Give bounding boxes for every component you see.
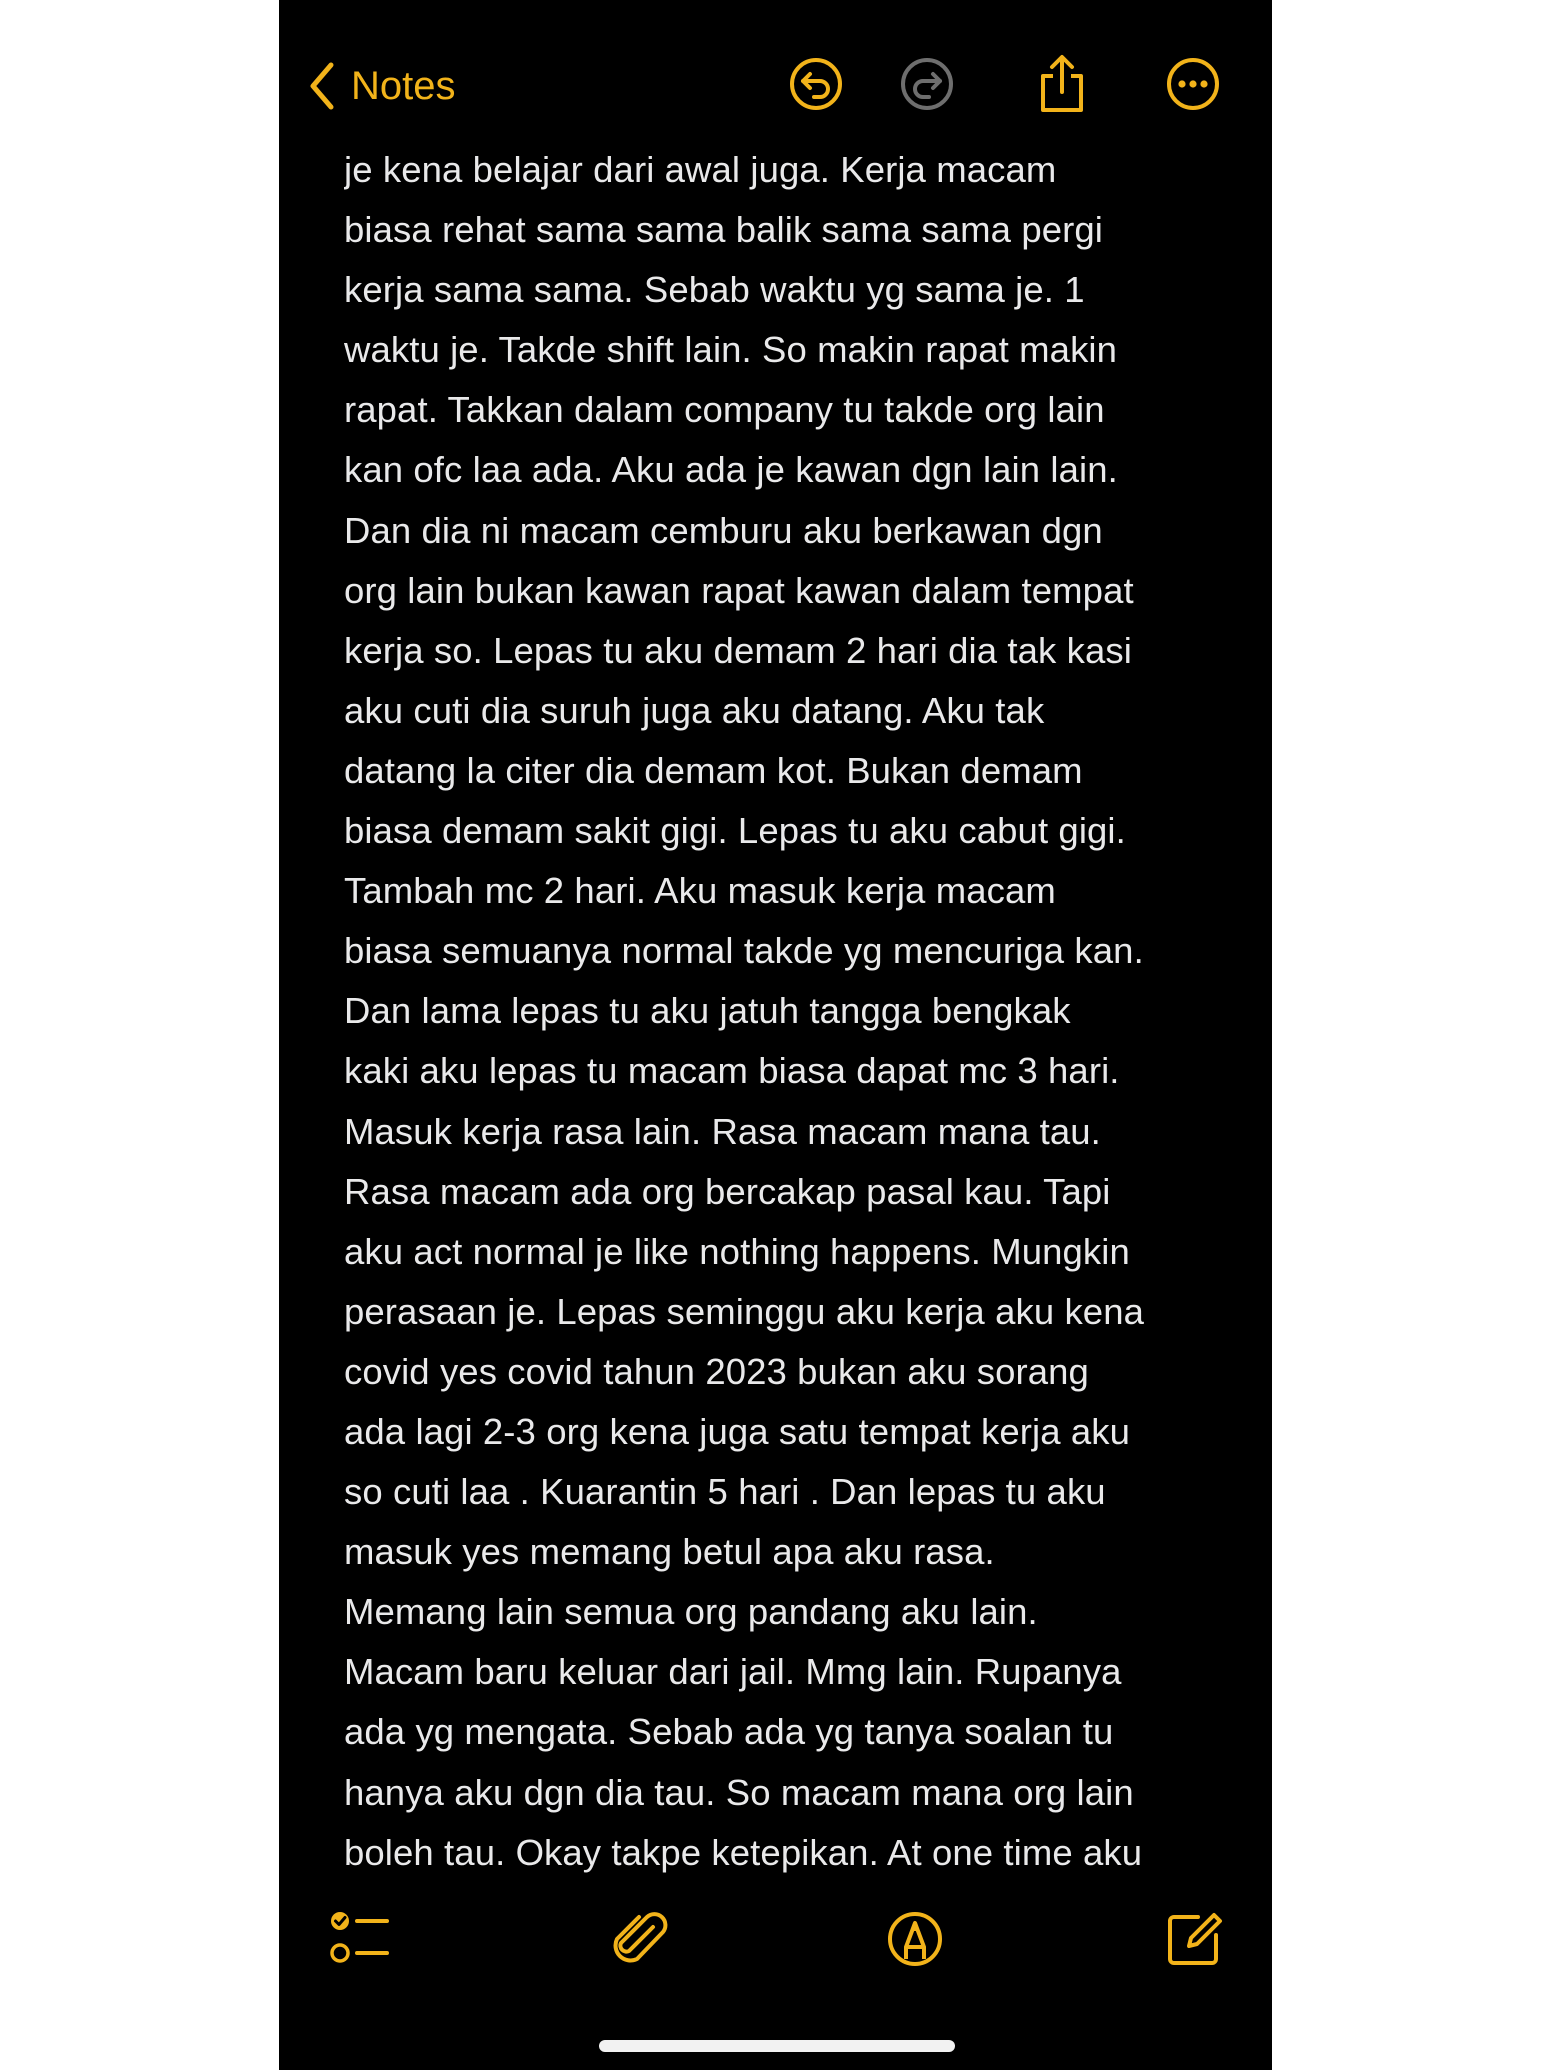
- undo-icon: [788, 56, 844, 117]
- attachment-button[interactable]: [606, 1908, 672, 1974]
- note-line: Macam baru keluar dari jail. Mmg lain. Rupanya: [344, 1651, 1122, 1693]
- compose-icon: [1164, 1909, 1224, 1974]
- note-line: Tambah mc 2 hari. Aku masuk kerja macam: [344, 870, 1056, 912]
- note-body[interactable]: [344, 140, 1224, 1880]
- compose-button[interactable]: [1161, 1908, 1227, 1974]
- note-line: so cuti laa . Kuarantin 5 hari . Dan lepas tu aku: [344, 1471, 1106, 1513]
- note-line: Memang lain semua org pandang aku lain.: [344, 1591, 1038, 1633]
- note-line: biasa demam sakit gigi. Lepas tu aku cabut gigi.: [344, 810, 1126, 852]
- bottom-toolbar: [279, 1900, 1272, 1980]
- note-line: kaki aku lepas tu macam biasa dapat mc 3 hari.: [344, 1050, 1120, 1092]
- note-line: aku cuti dia suruh juga aku datang. Aku tak: [344, 689, 1045, 731]
- note-line: perasaan je. Lepas seminggu aku kerja aku kena: [344, 1290, 1145, 1332]
- note-line: je kena belajar dari awal juga. Kerja macam: [344, 149, 1057, 190]
- note-line: Dan lama lepas tu aku jatuh tangga bengkak: [344, 990, 1071, 1032]
- back-label: Notes: [351, 63, 456, 108]
- note-line: biasa semuanya normal takde yg mencuriga kan.: [344, 930, 1144, 972]
- undo-button[interactable]: [786, 56, 846, 116]
- note-line: boleh tau. Okay takpe ketepikan. At one time aku: [344, 1831, 1143, 1873]
- note-line: covid yes covid tahun 2023 bukan aku sorang: [344, 1350, 1089, 1392]
- more-icon: [1165, 56, 1221, 117]
- note-line: Rasa macam ada org bercakap pasal kau. Tapi: [344, 1170, 1111, 1212]
- note-line: kerja so. Lepas tu aku demam 2 hari dia tak kasi: [344, 629, 1132, 671]
- back-button[interactable]: [307, 56, 456, 116]
- note-line: masuk yes memang betul apa aku rasa.: [344, 1531, 995, 1573]
- note-line: waktu je. Takde shift lain. So makin rapat makin: [344, 329, 1118, 371]
- checklist-icon: [329, 1909, 393, 1974]
- markup-pen-icon: [885, 1909, 945, 1974]
- note-line: Dan dia ni macam cemburu aku berkawan dgn: [344, 509, 1103, 551]
- paperclip-icon: [609, 1909, 669, 1974]
- note-line: kan ofc laa ada. Aku ada je kawan dgn lain lain.: [344, 449, 1118, 491]
- redo-button[interactable]: [897, 56, 957, 116]
- share-icon: [1034, 54, 1090, 119]
- note-line: Masuk kerja rasa lain. Rasa macam mana tau.: [344, 1110, 1101, 1152]
- home-indicator[interactable]: [599, 2040, 955, 2052]
- note-line: biasa rehat sama sama balik sama sama pergi: [344, 209, 1103, 251]
- note-line: aku act normal je like nothing happens. Mungkin: [344, 1230, 1130, 1272]
- more-button[interactable]: [1163, 56, 1223, 116]
- notes-screen: [279, 0, 1272, 2070]
- markup-button[interactable]: [882, 1908, 948, 1974]
- navigation-bar: [279, 0, 1272, 150]
- note-line: datang la citer dia demam kot. Bukan demam: [344, 749, 1083, 791]
- note-line: ada lagi 2-3 org kena juga satu tempat kerja aku: [344, 1410, 1130, 1452]
- redo-icon: [899, 56, 955, 117]
- note-line: rapat. Takkan dalam company tu takde org lain: [344, 389, 1105, 431]
- note-line: org lain bukan kawan rapat kawan dalam tempat: [344, 569, 1134, 611]
- note-line: ada yg mengata. Sebab ada yg tanya soalan tu: [344, 1711, 1114, 1753]
- note-line: hanya aku dgn dia tau. So macam mana org lain: [344, 1771, 1134, 1813]
- checklist-button[interactable]: [328, 1908, 394, 1974]
- note-line: kerja sama sama. Sebab waktu yg sama je. 1: [344, 269, 1085, 311]
- share-button[interactable]: [1032, 56, 1092, 116]
- chevron-left-icon: [307, 61, 337, 111]
